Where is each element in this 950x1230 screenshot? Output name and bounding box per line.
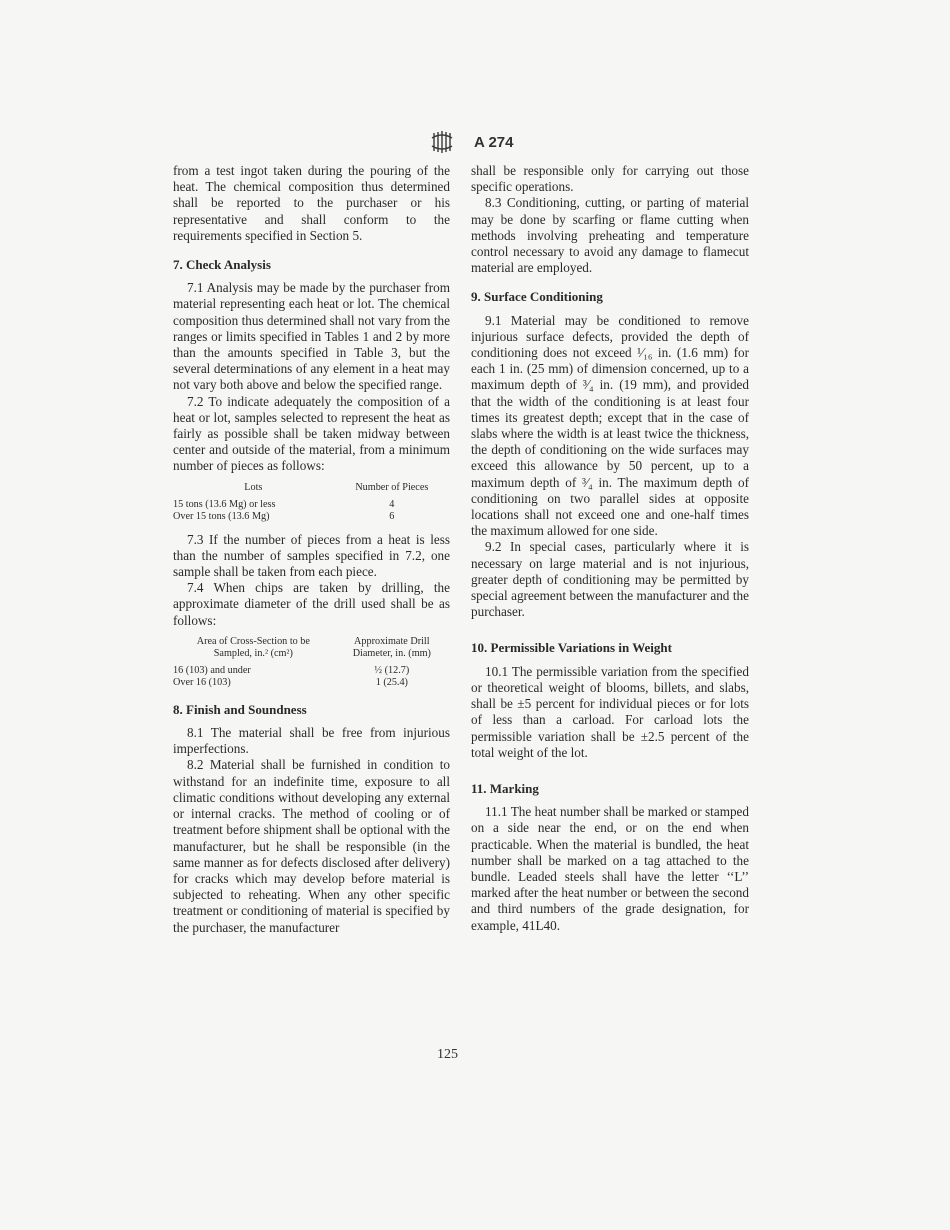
- diameter-cell: ½ (12.7): [374, 664, 410, 676]
- section-9-heading: 9. Surface Conditioning: [471, 289, 603, 305]
- table-row: [173, 665, 450, 677]
- paragraph-8-2: 8.2 Material shall be furnished in condition to withstand for an indefinite time, exposure to all climatic conditions without developing any external or internal cracks. The method of cooling or of treatment before shipment shall be optional with the manufacturer, but he shall be responsible (in the same manner as for defects disclosed after delivery) for cracks which may develop before material is subjected to reheating. When any other specific treatment or conditioning of material is specified by the purchaser, the manufacturer: [173, 757, 450, 935]
- diameter-header: [334, 636, 450, 665]
- pieces-cell: 4: [389, 498, 395, 510]
- section-10-heading: 10. Permissible Variations in Weight: [471, 640, 672, 656]
- lots-cell: Over 15 tons (13.6 Mg): [173, 510, 270, 522]
- section-11-heading: 11. Marking: [471, 780, 539, 796]
- diameter-cell: 1 (25.4): [375, 676, 408, 688]
- page-number: 125: [437, 1047, 458, 1062]
- section-7-heading: 7. Check Analysis: [173, 257, 271, 273]
- standard-code: A 274: [474, 134, 514, 151]
- area-header-line1: Area of Cross-Section to be: [196, 635, 310, 647]
- paragraph-8-3: 8.3 Conditioning, cutting, or parting of material may be done by scarfing or flame cutting when methods involving preheating and temperature control necessary to avoid any damage to flamecut material are employed.: [471, 195, 749, 276]
- section-8-heading: 8. Finish and Soundness: [173, 701, 307, 717]
- area-cell: Over 16 (103): [173, 676, 231, 688]
- table-row: [173, 511, 450, 523]
- paragraph-7-2: 7.2 To indicate adequately the composition of a heat or lot, samples selected to represent the heat as fairly as possible shall be taken midway between center and outside of the material, from a minimum number of pieces as follows:: [173, 393, 450, 474]
- pieces-header: Number of Pieces: [355, 481, 429, 493]
- area-header-line2: Sampled, in.² (cm²): [213, 647, 293, 659]
- paragraph-7-4: 7.4 When chips are taken by drilling, the approximate diameter of the drill used shall be as follows:: [173, 580, 450, 628]
- paragraph-intro: from a test ingot taken during the pouring of the heat. The chemical composition thus determined shall be reported to the purchaser or his representative and shall conform to the requirements specified in Section 5.: [173, 163, 450, 243]
- lots-header: Lots: [244, 481, 263, 493]
- table-row: [173, 499, 450, 511]
- paragraph-11-1: 11.1 The heat number shall be marked or stamped on a side near the end, or on the end when practicable. When the material is bundled, the heat number shall be marked on a tag attached to the bundle. Leaded steels shall have the letter ‘‘L’’ marked after the heat number or between the second and third numbers of the grade designation, for example, 41L40.: [471, 804, 749, 933]
- diameter-header-line1: Approximate Drill: [354, 635, 430, 647]
- paragraph-7-3: 7.3 If the number of pieces from a heat is less than the number of samples specified in 7.2, one sample shall be taken from each piece.: [173, 531, 450, 580]
- pieces-cell: 6: [389, 510, 395, 522]
- paragraph-7-1: 7.1 Analysis may be made by the purchaser from material representing each heat or lot. The chemical composition thus determined shall not vary from the ranges or limits specified in Tables 1 and 2 by more than the amounts specified in Table 3, but the several determinations of any element in a heat may not vary both above and below the specified range.: [173, 280, 450, 393]
- lots-cell: 15 tons (13.6 Mg) or less: [173, 498, 276, 510]
- lots-table: [173, 482, 450, 523]
- paragraph-continued: shall be responsible only for carrying out those specific operations.: [471, 163, 749, 195]
- drill-table: [173, 636, 450, 689]
- paragraph-9-1: 9.1 Material may be conditioned to remove injurious surface defects, provided the depth of conditioning does not exceed ¹⁄₁₆ in. (1.6 mm) for each 1 in. (25 mm) of dimension concerned, up to a maximum depth of ³⁄₄ in. (19 mm), and provided that the width of the conditioning is at least four times its greatest depth; except that in the case of slabs where the width is at least twice the thickness, the depth of conditioning on the wide surfaces may exceed this allowance by 50 percent, up to a maximum depth of ³⁄₄ in. The maximum depth of conditioning on two parallel sides at opposite locations shall not exceed one and one-half times the maximum allowed for one side.: [471, 312, 749, 539]
- paragraph-10-1: 10.1 The permissible variation from the specified or theoretical weight of blooms, billets, and slabs, shall be ±5 percent for individual pieces or for lots of less than a carload. For carload lots the permissible variation shall be ±2.5 percent of the total weight of the lot.: [471, 663, 749, 760]
- table-row: [173, 677, 450, 689]
- area-cell: 16 (103) and under: [173, 664, 251, 676]
- paragraph-9-2: 9.2 In special cases, particularly where it is necessary on large material and is not injurious, greater depth of conditioning may be permitted by special agreement between the manufacturer and the purchaser.: [471, 539, 749, 620]
- area-header: [173, 636, 334, 665]
- right-column: [471, 163, 749, 934]
- left-column: [173, 163, 450, 936]
- diameter-header-line2: Diameter, in. (mm): [352, 647, 431, 659]
- astm-logo-icon: [428, 130, 456, 154]
- paragraph-8-1: 8.1 The material shall be free from injurious imperfections.: [173, 725, 450, 757]
